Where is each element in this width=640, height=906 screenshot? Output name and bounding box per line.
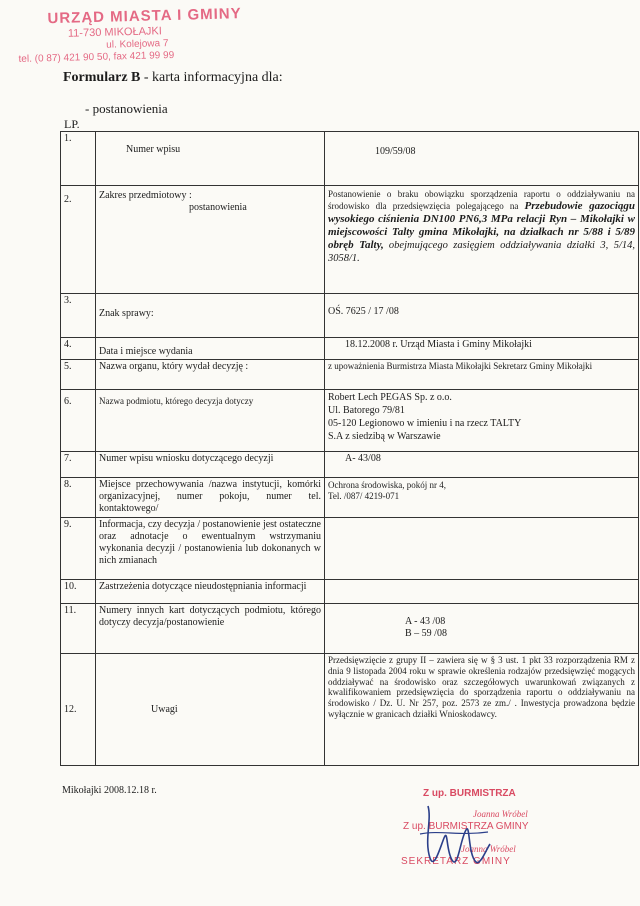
- row-value: [325, 518, 639, 580]
- document-date: Mikołajki 2008.12.18 r.: [62, 785, 157, 796]
- storage-line-1: Ochrona środowiska, pokój nr 4,: [328, 480, 446, 490]
- row-number: 1.: [61, 132, 96, 186]
- row-value: [325, 338, 639, 360]
- row-number: 9.: [61, 518, 96, 580]
- row-value: [325, 580, 639, 604]
- issue-date-place: 18.12.2008 r. Urząd Miasta i Gminy Mikołajki: [345, 339, 532, 350]
- row-label: [96, 338, 325, 360]
- row-label: [96, 452, 325, 478]
- row-number: 5.: [61, 360, 96, 390]
- form-prefix: Formularz: [63, 70, 128, 85]
- row-value: [325, 452, 639, 478]
- row-label: [96, 518, 325, 580]
- row-label-text: Data i miejsce wydania: [99, 346, 193, 357]
- stamp-line-4: tel. (0 87) 421 90 50, fax 421 99 99: [18, 50, 175, 66]
- value-tail: obejmującego zasięgiem oddziaływania działki 3, 5/14, 3058/1.: [328, 240, 636, 264]
- row-label: [96, 294, 325, 338]
- handwritten-signature: [410, 800, 500, 880]
- row-label-text: Informacja, czy decyzja / postanowienie jest ostateczne oraz adnotacje o ewentualnym wstrzymaniu wykonania decyzji / postanowienia lub dokonanych w nich zmianach: [99, 519, 321, 566]
- row-label-text: Zakres przedmiotowy :: [99, 190, 192, 201]
- row-number: 8.: [61, 478, 96, 518]
- subject-line-1: Robert Lech PEGAS Sp. z o.o.: [328, 392, 452, 403]
- table-row: [61, 478, 639, 518]
- sign-line-2: Z up. BURMISTRZA GMINY: [403, 821, 529, 832]
- row-label-text: Nazwa organu, który wydał decyzję :: [99, 361, 249, 372]
- row-number: 12.: [61, 654, 96, 766]
- table-row: [61, 580, 639, 604]
- row-label: [96, 604, 325, 654]
- entry-number: 109/59/08: [375, 146, 416, 157]
- application-number: A- 43/08: [345, 453, 381, 464]
- table-row: [61, 338, 639, 360]
- row-number: 4.: [61, 338, 96, 360]
- row-label: [96, 654, 325, 766]
- row-number: 11.: [61, 604, 96, 654]
- subject-line-2: Ul. Batorego 79/81: [328, 405, 405, 416]
- form-subtitle: - postanowienia: [85, 101, 168, 116]
- stamp-line-1: URZĄD MIASTA I GMINY: [47, 5, 242, 28]
- remarks-text: Przedsięwzięcie z grupy II – zawiera się w § 3 ust. 1 pkt 33 rozporządzenia RM z dnia 9 listopada 2004 roku w sprawie określenia rodzajów przedsięwzięć mogących oddziaływać na środowisko oraz szczegółowych uwarunkowań związanych z kwalifikowaniem przedsięwzięcia do sporządzenia raportu o oddziaływaniu na środowisko / Dz. U. Nr 257, poz. 2573 ze zm./ . Inwestycja prowadzona będzie wyłącznie w granicach działki Wnioskodawcy.: [328, 655, 635, 719]
- row-value: [325, 132, 639, 186]
- info-table: [60, 131, 639, 766]
- table-row: [61, 452, 639, 478]
- row-label: [96, 478, 325, 518]
- row-label-text: Numery innych kart dotyczących podmiotu, którego dotyczy decyzja/postanowienie: [99, 605, 321, 628]
- lp-label: LP.: [64, 117, 80, 131]
- row-label: [96, 580, 325, 604]
- row-label-text: Numer wpisu: [126, 144, 181, 155]
- row-value: [325, 390, 639, 452]
- row-value: [325, 186, 639, 294]
- table-row: [61, 518, 639, 580]
- value-intro: Postanowienie o braku obowiązku sporządzenia raportu o oddziaływaniu na środowisko dla przedsięwzięcia polegającego na: [328, 189, 635, 211]
- form-letter: B: [131, 70, 141, 85]
- storage-line-2: Tel. /087/ 4219-071: [328, 490, 400, 501]
- issuing-authority: z upoważnienia Burmistrza Miasta Mikołajki Sekretarz Gminy Mikołajki: [328, 361, 593, 371]
- row-number: 10.: [61, 580, 96, 604]
- row-value: [325, 654, 639, 766]
- row-label-text: Miejsce przechowywania /nazwa instytucji, komórki organizacyjnej, numer pokoju, numer tel. kontaktowego/: [99, 479, 321, 514]
- row-label-text: Zastrzeżenia dotyczące nieudostępniania informacji: [99, 581, 307, 592]
- sign-name-1: Joanna Wróbel: [473, 809, 528, 819]
- subject-line-3: 05-120 Legionowo w imieniu i na rzecz TALTY: [328, 418, 522, 429]
- table-row: [61, 360, 639, 390]
- subject-line-4: S.A z siedzibą w Warszawie: [328, 431, 441, 442]
- table-row: [61, 390, 639, 452]
- form-suffix: - karta informacyjna dla:: [143, 70, 283, 85]
- row-label-text: Znak sprawy:: [99, 308, 154, 319]
- sign-line-3: SEKRETARZ GMINY: [401, 856, 511, 867]
- sign-name-2: Joanna Wróbel: [461, 844, 516, 854]
- form-title: [63, 70, 283, 86]
- case-number: OŚ. 7625 / 17 /08: [328, 306, 399, 317]
- row-number: 6.: [61, 390, 96, 452]
- row-value: [325, 360, 639, 390]
- row-value: [325, 478, 639, 518]
- row-number: 7.: [61, 452, 96, 478]
- row-label: [96, 186, 325, 294]
- table-row: [61, 604, 639, 654]
- value-bold: Przebudowie gazociągu wysokiego ciśnienia DN100 PN6,3 MPa relacji Ryn – Mikołajki w miejscowości Talty gmina Mikołajki, na działkach nr 5/88 i 5/89 obręb Talty,: [328, 199, 635, 252]
- row-label: [96, 132, 325, 186]
- card-b-number: B – 59 /08: [405, 628, 447, 639]
- table-row: [61, 654, 639, 766]
- stamp-line-2: 11-730 MIKOŁAJKI: [67, 25, 163, 40]
- table-row: [61, 186, 639, 294]
- row-value: [325, 604, 639, 654]
- row-label-text: Numer wpisu wniosku dotyczącego decyzji: [99, 453, 274, 464]
- row-label-text: Nazwa podmiotu, którego decyzja dotyczy: [99, 396, 254, 406]
- table-row: [61, 132, 639, 186]
- stamp-line-3: ul. Kolejowa 7: [106, 38, 169, 51]
- row-label: [96, 390, 325, 452]
- row-label: [96, 360, 325, 390]
- table-row: [61, 294, 639, 338]
- row-number: 2.: [61, 186, 96, 294]
- sign-line-1: Z up. BURMISTRZA: [423, 788, 516, 799]
- office-stamp: [17, 5, 248, 66]
- row-number: 3.: [61, 294, 96, 338]
- row-value: [325, 294, 639, 338]
- row-label-sub: postanowienia: [189, 202, 247, 213]
- row-label-text: Uwagi: [151, 703, 178, 715]
- card-a-number: A - 43 /08: [405, 616, 446, 627]
